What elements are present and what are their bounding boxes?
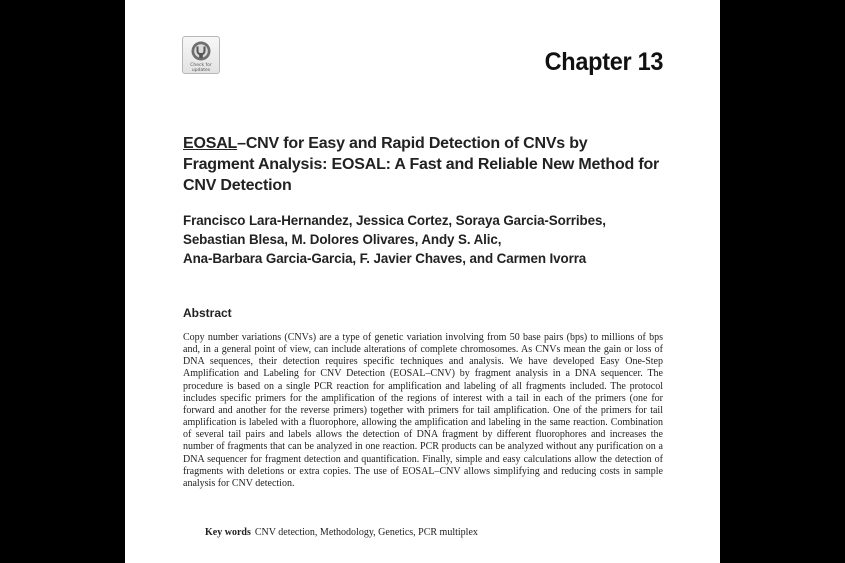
chapter-number: Chapter 13 — [544, 48, 663, 76]
author-line: Sebastian Blesa, M. Dolores Olivares, Andy S. Alic, — [183, 232, 502, 247]
keywords — [205, 527, 665, 539]
title-rest: –CNV for Easy and Rapid Detection of CNVs by Fragment Analysis: EOSAL: A Fast and Reliable New Method for CNV Detection — [183, 135, 660, 194]
keywords-label: Key words — [205, 527, 251, 538]
author-line: Ana-Barbara Garcia-Garcia, F. Javier Chaves, and Carmen Ivorra — [183, 251, 587, 266]
title-link-eosal[interactable]: EOSAL — [183, 135, 238, 152]
keywords-text: CNV detection, Methodology, Genetics, PCR multiplex — [254, 527, 478, 538]
author-list — [183, 211, 673, 268]
chapter-title — [183, 133, 663, 196]
document-page — [125, 0, 720, 563]
author-line: Francisco Lara-Hernandez, Jessica Cortez, Soraya Garcia-Sorribes, — [183, 213, 606, 228]
check-for-updates-badge[interactable] — [182, 36, 220, 74]
abstract-heading: Abstract — [183, 306, 232, 320]
abstract-body: Copy number variations (CNVs) are a type of genetic variation involving from 50 base pairs (bps) to millions of bps and, in a general point of view, can include alterations of complete chromosomes. As CNVs mean the gain or loss of DNA sequences, their detection requires specific techniques and analysis. We have developed Easy One-Step Amplification and Labeling for CNV Detection (EOSAL–CNV) by fragment analysis in a DNA sequencer. The procedure is based on a single PCR reaction for amplification and labeling of all fragments included. The protocol includes specific primers for the amplification of the regions of interest with a tail in each of the primers (one for forward and another for the reverse primers) together with primers for tail amplification. One of the primers for tail amplification is labeled with a fluorophore, allowing the amplification and labeling in the same reaction. Combination of several tail pairs and labels allows the detection of DNA fragment by different fluorophores and increases the number of fragments that can be analyzed in one reaction. PCR products can be analyzed without any purification on a DNA sequencer for fragment detection and quantification. Finally, simple and easy calculations allow the detection of fragments with deletions or extra copies. The use of EOSAL–CNV allows simplifying and reducing costs in sample analysis for CNV detection. — [183, 332, 663, 489]
check-for-updates-label: Check for updates — [190, 63, 212, 73]
check-for-updates-icon — [190, 40, 212, 62]
